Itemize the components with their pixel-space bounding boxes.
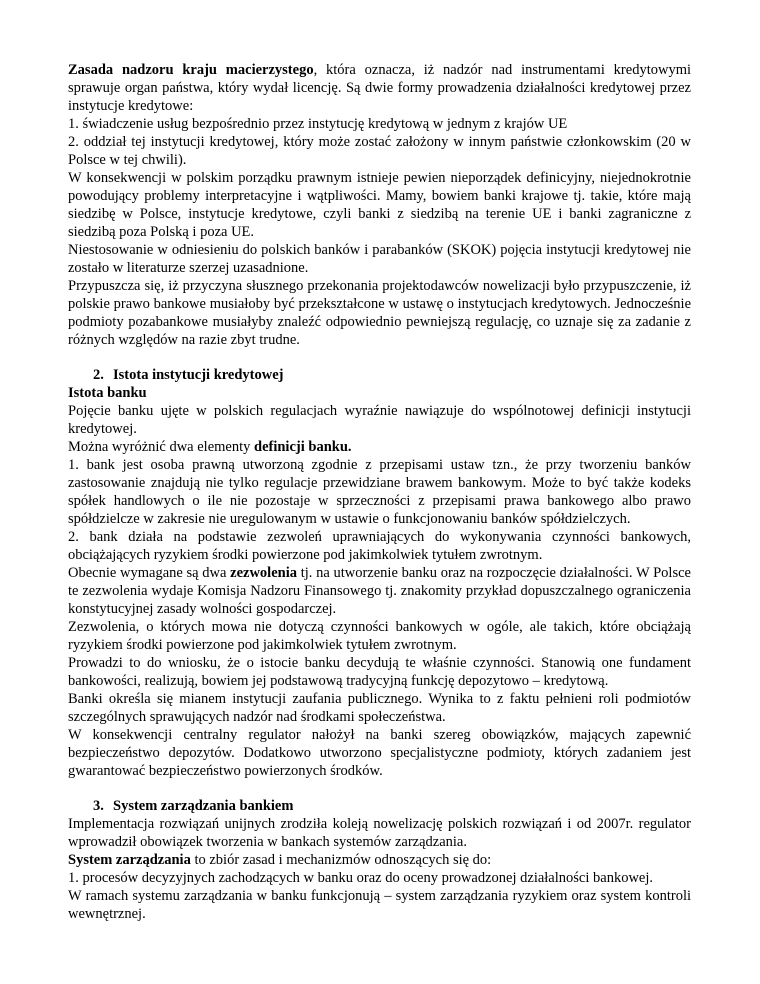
text-run: Zezwolenia, o których mowa nie dotyczą czynności bankowych w ogóle, ale takich, które obciążają ryzykiem środki powierzone pod jakimkolwiek tytułem zwrotnym. — [68, 619, 691, 653]
text-run: Prowadzi to do wniosku, że o istocie banku decydują te właśnie czynności. Stanowią one fundament bankowości, realizują, bowiem jej podstawową tradycyjną funkcję depozytowo – kredytową. — [68, 655, 691, 689]
paragraph — [68, 169, 691, 241]
text-run: , która oznacza, iż nadzór nad instrumentami kredytowymi sprawuje organ państwa, który wydał licencję. Są dwie formy prowadzenia działalności kredytowej przez instytucje kredytowe: — [68, 62, 692, 114]
bold-text-run: definicji banku. — [254, 439, 352, 455]
paragraph — [68, 690, 691, 726]
text-run: tj. na utworzenie banku oraz na rozpoczęcie działalności. W Polsce te zezwolenia wydaje Komisja Nadzoru Finansowego tj. znakomity przykład dopuszczalnego ograniczenia konstytucyjnej zasady wolności gospodarczej. — [68, 565, 691, 617]
paragraph — [68, 564, 691, 618]
text-run: Niestosowanie w odniesieniu do polskich banków i parabanków (SKOK) pojęcia instytucji kredytowej nie zostało w literaturze szerzej uzasadnione. — [68, 242, 691, 276]
text-run: 1. procesów decyzyjnych zachodzących w banku oraz do oceny prowadzonej działalności bankowej. — [68, 870, 653, 886]
heading-number: 2. — [93, 367, 104, 383]
paragraph — [68, 277, 691, 349]
document-body — [68, 61, 691, 923]
text-run: Przypuszcza się, iż przyczyna słusznego przekonania projektodawców nowelizacji było przypuszczenie, iż polskie prawo bankowe musiałoby być przekształcone w ustawę o instytucjach kredytowych. Jednocześnie podmioty pozabankowe musiałyby znaleźć odpowiednio pewniejszą regulację, co uznaje się za zadanie z różnych względów na razie zbyt trudne. — [68, 278, 691, 348]
bold-text-run: Istota banku — [68, 385, 147, 401]
paragraph — [68, 402, 691, 438]
text-run: Pojęcie banku ujęte w polskich regulacjach wyraźnie nawiązuje do wspólnotowej definicji instytucji kredytowej. — [68, 403, 691, 437]
text-run: to zbiór zasad i mechanizmów odnoszących się do: — [190, 852, 492, 868]
bold-text-run: Zasada nadzoru kraju macierzystego — [68, 62, 314, 78]
text-run: Można wyróżnić dwa elementy — [68, 439, 255, 455]
paragraph — [68, 887, 691, 923]
paragraph — [68, 851, 691, 869]
paragraph — [68, 869, 691, 887]
text-run: Banki określa się mianem instytucji zaufania publicznego. Wynika to z faktu pełnieni roli podmiotów szczególnych sprawujących nadzór nad środkami społeczeństwa. — [68, 691, 691, 725]
text-run: W konsekwencji centralny regulator nałożył na banki szereg obowiązków, mających zapewnić bezpieczeństwo depozytów. Dodatkowo utworzono specjalistyczne podmioty, których zadaniem jest gwarantować bezpieczeństwo powierzonych środków. — [68, 727, 691, 779]
text-run: W konsekwencji w polskim porządku prawnym istnieje pewien nieporządek definicyjny, niejednokrotnie powodujący problemy interpretacyjne i wątpliwości. Mamy, bowiem banki krajowe tj. takie, które mają siedzibę w Polsce, instytucje kredytowe, czyli banki z siedzibą na terenie UE i banki zagraniczne z siedzibą poza Polską i poza UE. — [68, 170, 691, 240]
paragraph — [68, 456, 691, 528]
text-run: Implementacja rozwiązań unijnych zrodziła koleją nowelizację polskich rozwiązań i od 2007r. regulator wprowadził obowiązek tworzenia w bankach systemów zarządzania. — [68, 816, 691, 850]
paragraph — [68, 61, 691, 115]
text-run: 2. bank działa na podstawie zezwoleń uprawniających do wykonywania czynności bankowych, obciążających ryzykiem środki powierzone pod jakimkolwiek tytułem zwrotnym. — [68, 529, 691, 563]
paragraph — [68, 618, 691, 654]
text-run: 1. bank jest osoba prawną utworzoną zgodnie z przepisami ustaw tzn., że przy tworzeniu banków zastosowanie znajdują nie tylko regulacje przewidziane brawem bankowym. Może to być także kodeks spółek handlowych o ile nie pozostaje w sprzeczności z przepisami prawa bankowego albo prawo spółdzielcze w zakresie nie uregulowanym w ustawie o funkcjonowaniu banków spółdzielczych. — [68, 457, 691, 527]
paragraph — [68, 726, 691, 780]
section-heading — [68, 366, 691, 384]
paragraph — [68, 241, 691, 277]
paragraph — [68, 133, 691, 169]
paragraph — [68, 384, 691, 402]
bold-text-run: System zarządzania — [68, 852, 191, 868]
text-run: Obecnie wymagane są dwa — [68, 565, 231, 581]
paragraph — [68, 528, 691, 564]
paragraph — [68, 115, 691, 133]
text-run: 2. oddział tej instytucji kredytowej, który może zostać założony w innym państwie członkowskim (20 w Polsce w tej chwili). — [68, 134, 691, 168]
bold-text-run: zezwolenia — [230, 565, 297, 581]
paragraph — [68, 438, 691, 456]
paragraph — [68, 654, 691, 690]
heading-text: System zarządzania bankiem — [113, 798, 294, 814]
paragraph — [68, 815, 691, 851]
text-run: 1. świadczenie usług bezpośrednio przez instytucję kredytową w jednym z krajów UE — [68, 116, 568, 132]
heading-number: 3. — [93, 798, 104, 814]
heading-text: Istota instytucji kredytowej — [113, 367, 284, 383]
section-heading — [68, 797, 691, 815]
text-run: W ramach systemu zarządzania w banku funkcjonują – system zarządzania ryzykiem oraz system kontroli wewnętrznej. — [68, 888, 691, 922]
